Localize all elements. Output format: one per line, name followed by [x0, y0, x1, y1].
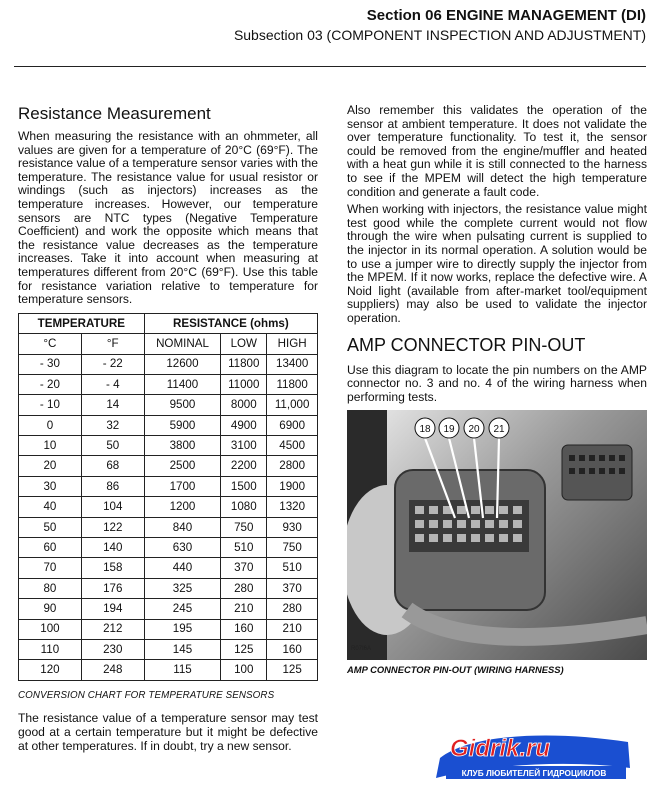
high-cell: 13400: [267, 354, 318, 374]
pin-label-20: 20: [468, 424, 480, 436]
pin-label-18: 18: [419, 424, 431, 436]
connector-face: [409, 500, 529, 552]
amp-connector-photo: [347, 410, 647, 660]
high-cell: 1900: [267, 476, 318, 496]
celsius-cell: 10: [19, 436, 82, 456]
high-cell: 125: [267, 660, 318, 680]
left-column: [18, 104, 318, 757]
celsius-cell: 70: [19, 558, 82, 578]
low-cell: 100: [221, 660, 267, 680]
nominal-header: NOMINAL: [144, 334, 221, 354]
photo-illustration: [347, 410, 647, 660]
validation-paragraph: Also remember this validates the operation of the sensor at ambient temperature. It does not validate the over temperature functionality. To test it, the sensor could be removed from the engine/muffler and heated with a heat gun while it is still connected to the harness to see if the MPEM will detect the high temperature condition and generate a fault code.: [347, 103, 647, 199]
table-row: [19, 599, 318, 619]
nominal-cell: 145: [144, 639, 221, 659]
page-header: [234, 6, 646, 44]
high-cell: 280: [267, 599, 318, 619]
section-title: Section 06 ENGINE MANAGEMENT (DI): [366, 7, 646, 24]
nominal-cell: 195: [144, 619, 221, 639]
injector-paragraph: When working with injectors, the resistance value might test good while the complete current would not flow through the wire when pulsating current is supplied to the injector in its normal operation. A solution would be to use a jumper wire to directly supply the injector from the MPEM. If it now works, replace the defective wire. A Noid light (available from after-market tool/equipment suppliers) may also be used to validate the injector operation.: [347, 202, 647, 325]
table-row: [19, 436, 318, 456]
pin-label-21: 21: [493, 424, 505, 436]
table-caption: CONVERSION CHART FOR TEMPERATURE SENSORS: [18, 689, 275, 701]
low-cell: 3100: [221, 436, 267, 456]
table-row: [19, 395, 318, 415]
nominal-cell: 5900: [144, 415, 221, 435]
resistance-header: RESISTANCE (ohms): [144, 313, 317, 333]
celsius-cell: - 20: [19, 374, 82, 394]
amp-paragraph: Use this diagram to locate the pin numbers on the AMP connector no. 3 and no. 4 of the wiring harness when performing tests.: [347, 362, 647, 404]
table-row: [19, 538, 318, 558]
fahrenheit-cell: 86: [81, 476, 144, 496]
low-cell: 1500: [221, 476, 267, 496]
nominal-cell: 840: [144, 517, 221, 537]
table-row: [19, 476, 318, 496]
table-row: [19, 497, 318, 517]
fahrenheit-cell: 122: [81, 517, 144, 537]
celsius-cell: 30: [19, 476, 82, 496]
high-cell: 11800: [267, 374, 318, 394]
high-cell: 210: [267, 619, 318, 639]
celsius-cell: 40: [19, 497, 82, 517]
logo-tagline: КЛУБ ЛЮБИТЕЛЕЙ ГИДРОЦИКЛОВ: [461, 768, 607, 778]
fahrenheit-header: °F: [81, 334, 144, 354]
fahrenheit-cell: - 22: [81, 354, 144, 374]
high-cell: 750: [267, 538, 318, 558]
fahrenheit-cell: 50: [81, 436, 144, 456]
nominal-cell: 1700: [144, 476, 221, 496]
low-cell: 750: [221, 517, 267, 537]
fahrenheit-cell: 158: [81, 558, 144, 578]
nominal-cell: 1200: [144, 497, 221, 517]
fahrenheit-cell: 248: [81, 660, 144, 680]
high-cell: 6900: [267, 415, 318, 435]
table-row: [19, 517, 318, 537]
celsius-cell: 100: [19, 619, 82, 639]
table-row: [19, 415, 318, 435]
table-row: [19, 660, 318, 680]
low-cell: 2200: [221, 456, 267, 476]
table-row: [19, 456, 318, 476]
table-row: [19, 639, 318, 659]
table-row: [19, 558, 318, 578]
low-cell: 4900: [221, 415, 267, 435]
low-cell: 125: [221, 639, 267, 659]
nominal-cell: 2500: [144, 456, 221, 476]
nominal-cell: 12600: [144, 354, 221, 374]
sensor-note-paragraph: The resistance value of a temperature sensor may test good at a certain temperature but it might be defective at other temperatures. If in doubt, try a new sensor.: [18, 711, 318, 753]
low-cell: 1080: [221, 497, 267, 517]
high-header: HIGH: [267, 334, 318, 354]
celsius-cell: 20: [19, 456, 82, 476]
fahrenheit-cell: 176: [81, 578, 144, 598]
celsius-cell: 110: [19, 639, 82, 659]
gidrik-logo: [430, 724, 635, 782]
low-cell: 210: [221, 599, 267, 619]
wiring-harness: [407, 610, 647, 637]
nominal-cell: 9500: [144, 395, 221, 415]
fahrenheit-cell: 230: [81, 639, 144, 659]
celsius-cell: 120: [19, 660, 82, 680]
high-cell: 370: [267, 578, 318, 598]
low-cell: 370: [221, 558, 267, 578]
high-cell: 160: [267, 639, 318, 659]
celsius-cell: - 10: [19, 395, 82, 415]
low-cell: 160: [221, 619, 267, 639]
subsection-title: Subsection 03 (COMPONENT INSPECTION AND ADJUSTMENT): [233, 27, 646, 43]
low-cell: 8000: [221, 395, 267, 415]
resistance-heading: Resistance Measurement: [18, 104, 211, 123]
fahrenheit-cell: 212: [81, 619, 144, 639]
pin-label-19: 19: [443, 424, 455, 436]
header-rule: [14, 66, 646, 67]
nominal-cell: 245: [144, 599, 221, 619]
fahrenheit-cell: 14: [81, 395, 144, 415]
high-cell: 510: [267, 558, 318, 578]
right-column: [347, 104, 647, 677]
celsius-cell: 50: [19, 517, 82, 537]
photo-code: R07I6A: [351, 645, 372, 652]
fahrenheit-cell: 194: [81, 599, 144, 619]
celsius-cell: 80: [19, 578, 82, 598]
high-cell: 4500: [267, 436, 318, 456]
low-cell: 11000: [221, 374, 267, 394]
nominal-cell: 325: [144, 578, 221, 598]
fahrenheit-cell: 68: [81, 456, 144, 476]
table-row: [19, 374, 318, 394]
photo-caption: AMP CONNECTOR PIN-OUT (WIRING HARNESS): [347, 664, 564, 676]
high-cell: 1320: [267, 497, 318, 517]
low-cell: 11800: [221, 354, 267, 374]
high-cell: 11,000: [267, 395, 318, 415]
nominal-cell: 440: [144, 558, 221, 578]
celsius-cell: 0: [19, 415, 82, 435]
conversion-table: [18, 313, 318, 681]
celsius-cell: - 30: [19, 354, 82, 374]
table-row: [19, 619, 318, 639]
amp-heading: AMP CONNECTOR PIN-OUT: [347, 334, 586, 355]
nominal-cell: 630: [144, 538, 221, 558]
high-cell: 2800: [267, 456, 318, 476]
table-row: [19, 578, 318, 598]
temperature-header: TEMPERATURE: [19, 313, 145, 333]
low-cell: 510: [221, 538, 267, 558]
nominal-cell: 115: [144, 660, 221, 680]
celsius-header: °C: [19, 334, 82, 354]
celsius-cell: 60: [19, 538, 82, 558]
fahrenheit-cell: 140: [81, 538, 144, 558]
resistance-paragraph: When measuring the resistance with an ohmmeter, all values are given for a temperature of 20°C (69°F). The resistance value of a temperature sensor varies with the temperature. The resistance value for usual resistor or windings (such as injectors) increases as the temperature increases. However, our temperature sensors are NTC types (Negative Temperature Coefficient) and work the opposite which means that the resistance value decreases as the temperature increases. Take it into account when measuring at temperatures different from 20°C (69°F). Use this table for resistance variation relative to temperature for temperature sensors.: [18, 129, 318, 307]
table-row: [19, 354, 318, 374]
high-cell: 930: [267, 517, 318, 537]
nominal-cell: 11400: [144, 374, 221, 394]
celsius-cell: 90: [19, 599, 82, 619]
logo-text: Gidrik.ru: [450, 735, 551, 762]
fahrenheit-cell: - 4: [81, 374, 144, 394]
fahrenheit-cell: 104: [81, 497, 144, 517]
low-header: LOW: [221, 334, 267, 354]
nominal-cell: 3800: [144, 436, 221, 456]
low-cell: 280: [221, 578, 267, 598]
fahrenheit-cell: 32: [81, 415, 144, 435]
